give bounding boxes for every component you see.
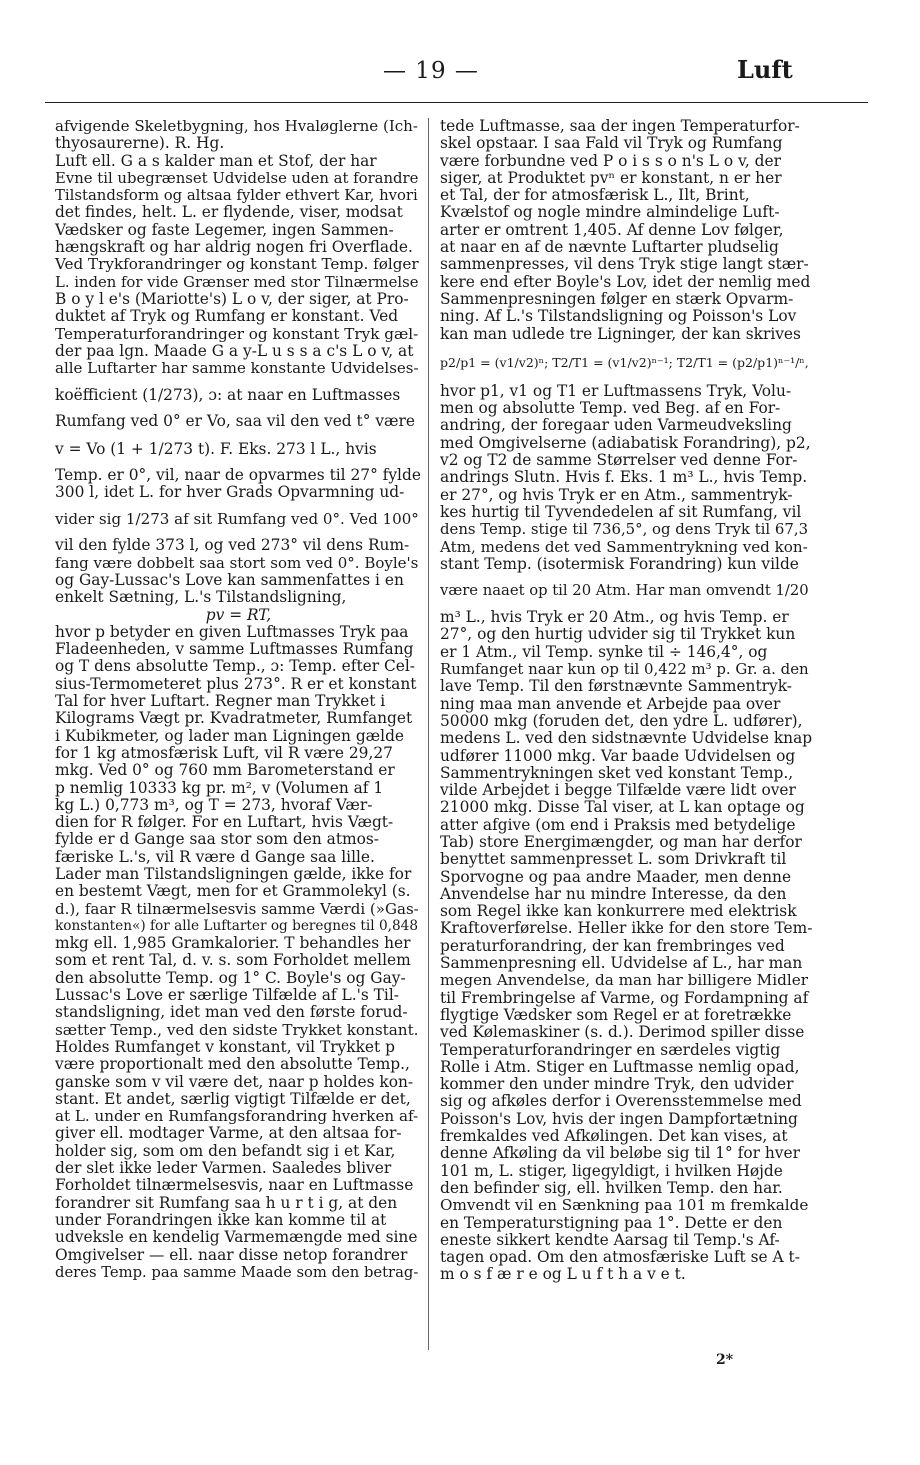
text-line: vilde Arbejdet i begge Tilfælde være lidt over <box>440 781 796 800</box>
text-line: og T dens absolutte Temp., ɔ: Temp. efter Cel- <box>55 657 415 676</box>
text-line: andrings Slutn. Hvis f. Eks. 1 m³ L., hvis Temp. <box>440 468 808 487</box>
text-line: som Regel ikke kan konkurrere med elektrisk <box>440 902 797 921</box>
text-line: stant Temp. (isotermisk Forandring) kun vilde <box>440 554 799 573</box>
text-line: en bestemt Vægt, men for et Grammolekyl (s. <box>55 882 411 901</box>
text-line: Kraftoverførelse. Heller ikke for den store Tem- <box>440 919 813 938</box>
text-line: dens Temp. stige til 736,5°, og dens Tryk til 67,3 <box>440 520 809 539</box>
text-line: siger, at Produktet pvⁿ er konstant, n er her <box>440 168 782 187</box>
text-line: eneste sikkert kendte Aarsag til Temp.'s Af- <box>440 1230 780 1249</box>
text-line: vil den fylde 373 l, og ved 273° vil dens Rum- <box>55 536 410 555</box>
text-line: Sporvogne og paa andre Maader, men denne <box>440 867 792 886</box>
text-line: være proportionalt med den absolutte Temp., <box>55 1055 410 1074</box>
text-line: mkg ell. 1,985 Gramkalorier. T behandles her <box>55 934 411 953</box>
text-line: kg L.) 0,773 m³, og T = 273, hvoraf Vær- <box>55 795 373 814</box>
text-line: 101 m, L. stiger, ligegyldigt, i hvilken Højde <box>440 1161 783 1180</box>
text-line: fylde er d Gange saa stor som den atmos- <box>55 830 379 849</box>
text-line: benyttet sammenpresset L. som Drivkraft til <box>440 850 787 869</box>
text-line: et Tal, der for atmosfærisk L., Ilt, Brint, <box>440 186 750 205</box>
text-line: Ved Trykforandringer og konstant Temp. følger <box>55 255 419 274</box>
text-line: som et rent Tal, d. v. s. som Forholdet mellem <box>55 951 411 970</box>
text-line: hvor p1, v1 og T1 er Luftmassens Tryk, Volu- <box>440 381 792 400</box>
text-line: standsligning, idet man ved den første forud- <box>55 1003 408 1022</box>
text-line: m o s f æ r e og L u f t h a v e t. <box>440 1265 686 1284</box>
text-line: denne Afkøling da vil beløbe sig til 1° for hver <box>440 1144 800 1163</box>
text-line: udfører 11000 mkg. Var baade Udvidelsen og <box>440 746 796 765</box>
text-line: kan man udlede tre Ligninger, der kan skrives <box>440 324 801 343</box>
text-line: sammenpresses, vil dens Tryk stige langt stær- <box>440 255 809 274</box>
text-line: stant. Et andet, særlig vigtigt Tilfælde er det, <box>55 1089 411 1108</box>
text-line: ved Kølemaskiner (s. d.). Derimod spiller disse <box>440 1023 805 1042</box>
text-line: færiske L.'s, vil R være d Gange saa lille. <box>55 847 375 866</box>
text-line: thyosaurerne). R. Hg. <box>55 134 225 153</box>
right-column <box>440 118 812 1284</box>
text-line: sig og afkøles derfor i Overensstemmelse med <box>440 1092 802 1111</box>
text-line: det findes, helt. L. er flydende, viser, modsat <box>55 203 403 222</box>
text-line: at naar en af de nævnte Luftarter pludselig <box>440 238 779 257</box>
text-line: forandrer sit Rumfang saa h u r t i g, at den <box>55 1193 398 1212</box>
text-line: d.), faar R tilnærmelsesvis samme Værdi (»Gas- <box>55 899 419 918</box>
text-line: med Omgivelserne (adiabatisk Forandring), p2, <box>440 433 811 452</box>
text-line: der paa lgn. Maade G a y-L u s s a c's L o v, at <box>55 341 414 360</box>
text-line: ganske som v vil være det, naar p holdes kon- <box>55 1072 414 1091</box>
text-line: er 27°, og hvis Tryk er en Atm., sammentryk- <box>440 485 793 504</box>
text-line: arter er omtrent 1,405. Af denne Lov følger, <box>440 220 784 239</box>
text-line: Evne til ubegrænset Udvidelse uden at forandre <box>55 169 419 187</box>
text-line: holder sig, som om den befandt sig i et Kar, <box>55 1141 396 1160</box>
text-line: koëfficient (1/273), ɔ: at naar en Luftmasses <box>55 386 401 405</box>
text-line: for 1 kg atmosfærisk Luft, vil R være 29,27 <box>55 743 393 762</box>
text-line: der slet ikke leder Varmen. Saaledes bliver <box>55 1159 392 1178</box>
text-line: Tal for hver Luftart. Regner man Trykket i <box>55 692 386 711</box>
text-line: pv = RT, <box>205 605 272 624</box>
text-line: deres Temp. paa samme Maade som den betrag- <box>55 1263 419 1281</box>
text-line: kere end efter Boyle's Lov, idet der nemlig med <box>440 272 811 291</box>
page-number: — 19 — <box>383 58 479 84</box>
text-line: flygtige Vædsker som Regel er at foretrække <box>440 1005 792 1024</box>
text-line: Temp. er 0°, vil, naar de opvarmes til 27° fylde <box>55 465 421 484</box>
text-line: 21000 mkg. Disse Tal viser, at L kan optage og <box>440 798 805 817</box>
text-line: under Forandringen ikke kan komme til at <box>55 1210 387 1229</box>
text-line: 27°, og den hurtig udvider sig til Trykket kun <box>440 625 796 644</box>
text-line: ning. Af L.'s Tilstandsligning og Poisson's Lov <box>440 307 797 326</box>
text-line: den befinder sig, ell. hvilken Temp. den har. <box>440 1178 783 1197</box>
text-line: Tilstandsform og altsaa fylder ethvert Kar, hvori <box>55 187 418 205</box>
running-head-word: Luft <box>737 55 793 84</box>
text-line: Omvendt vil en Sænkning paa 101 m fremkalde <box>440 1196 809 1215</box>
text-line: Sammenpresning ell. Udvidelse af L., har man <box>440 954 803 973</box>
text-line: Kvælstof og nogle mindre almindelige Luft- <box>440 203 780 222</box>
text-line: 50000 mkg (foruden det, den ydre L. udfører), <box>440 711 803 730</box>
text-line: Forholdet tilnærmelsesvis, naar en Luftmasse <box>55 1176 414 1195</box>
text-line: Temperaturforandringer en særdeles vigtig <box>440 1040 781 1059</box>
header-rule <box>45 102 868 103</box>
text-line: Holdes Rumfanget v konstant, vil Trykket p <box>55 1037 395 1056</box>
text-line: atter afgive (om end i Praksis med betydelige <box>440 815 796 834</box>
text-line: m³ L., hvis Tryk er 20 Atm., og hvis Temp. er <box>440 608 789 627</box>
text-line: fremkaldes ved Afkølingen. Det kan vises, at <box>440 1127 788 1146</box>
text-line: Rumfanget naar kun op til 0,422 m³ p. Gr. a. den <box>440 660 809 679</box>
text-line: sius-Termometeret plus 273°. R er et konstant <box>55 674 417 693</box>
text-line: til Frembringelse af Varme, og Fordampning af <box>440 988 809 1007</box>
text-line: kommer den under mindre Tryk, den udvider <box>440 1075 794 1094</box>
text-line: Atm, medens det ved Sammentrykning ved kon- <box>440 537 808 556</box>
column-divider <box>428 118 429 1350</box>
text-line: Lader man Tilstandsligningen gælde, ikke for <box>55 864 412 883</box>
signature-mark: 2* <box>716 1352 734 1368</box>
text-line: Anvendelse har nu mindre Interesse, da den <box>440 884 787 903</box>
text-line: en Temperaturstigning paa 1°. Dette er den <box>440 1213 783 1232</box>
text-line: Sammenpresningen følger en stærk Opvarm- <box>440 289 794 308</box>
text-line: Kilograms Vægt pr. Kvadratmeter, Rumfanget <box>55 709 413 728</box>
text-line: være naaet op til 20 Atm. Har man omvendt 1/20 <box>440 582 809 600</box>
text-line: Rumfang ved 0° er Vo, saa vil den ved t° være <box>55 412 415 431</box>
text-line: Fladeenheden, v samme Luftmasses Rumfang <box>55 640 414 659</box>
text-line: Luft ell. G a s kalder man et Stof, der har <box>55 151 377 170</box>
text-line: konstanten«) for alle Luftarter og beregnes til 0,848 <box>55 917 419 934</box>
text-line: Tab) store Energimængder, og man har derfor <box>440 832 802 851</box>
text-line: Lussac's Love er særlige Tilfælde af L.'s Til- <box>55 986 399 1005</box>
text-line: Poisson's Lov, hvis der ingen Dampfortætning <box>440 1109 798 1128</box>
text-line: enkelt Sætning, L.'s Tilstandsligning, <box>55 588 347 607</box>
text-line: udveksle en kendelig Varmemængde med sine <box>55 1228 418 1247</box>
text-line: andring, der foregaar uden Varmeudveksling <box>440 416 792 435</box>
text-line: p nemlig 10333 kg pr. m², v (Volumen af 1 <box>55 778 384 797</box>
text-line: mkg. Ved 0° og 760 mm Barometerstand er <box>55 761 395 780</box>
text-line: skel opstaar. I saa Fald vil Tryk og Rumfang <box>440 134 783 153</box>
text-line: i Kubikmeter, og lader man Ligningen gælde <box>55 726 405 745</box>
text-line: Vædsker og faste Legemer, ingen Sammen- <box>55 220 394 239</box>
text-line: lave Temp. Til den førstnævnte Sammentryk- <box>440 677 792 696</box>
text-line: tede Luftmasse, saa der ingen Temperaturfor- <box>440 117 800 135</box>
text-line: v2 og T2 de samme Størrelser ved denne For- <box>440 451 798 470</box>
text-line: hængskraft og har aldrig nogen fri Overflade. <box>55 238 413 257</box>
text-line: Rolle i Atm. Stiger en Luftmasse nemlig opad, <box>440 1057 800 1076</box>
text-line: duktet af Tryk og Rumfang er konstant. Ved <box>55 307 399 326</box>
text-line: megen Anvendelse, da man har billigere Midler <box>440 971 808 990</box>
text-line: ning maa man anvende et Arbejde paa over <box>440 694 781 713</box>
text-line: kes hurtig til Tyvendedelen af sit Rumfang, vil <box>440 502 802 521</box>
text-line: og Gay-Lussac's Love kan sammenfattes i en <box>55 570 404 589</box>
text-line: er 1 Atm., vil Temp. synke til ÷ 146,4°, og <box>440 642 768 661</box>
text-line: fang være dobbelt saa stort som ved 0°. Boyle's <box>55 553 419 572</box>
text-line: dien for R følger. For en Luftart, hvis Vægt- <box>55 813 394 832</box>
text-line: den absolutte Temp. og 1° C. Boyle's og Gay- <box>55 968 406 987</box>
text-line: Temperaturforandringer og konstant Tryk gæl- <box>55 324 419 343</box>
text-line: hvor p betyder en given Luftmasses Tryk paa <box>55 622 409 641</box>
text-line: vider sig 1/273 af sit Rumfang ved 0°. Ved 100° <box>55 510 419 529</box>
text-line: peraturforandring, der kan frembringes ved <box>440 936 785 955</box>
text-line: være forbundne ved P o i s s o n's L o v, der <box>440 151 781 170</box>
text-line: alle Luftarter har samme konstante Udvidelses- <box>55 359 419 378</box>
text-line: L. inden for vide Grænser med stor Tilnærmelse <box>55 273 419 291</box>
text-line: men og absolutte Temp. ved Beg. af en For- <box>440 399 781 418</box>
text-line: at L. under en Rumfangsforandring hverken af- <box>55 1107 419 1126</box>
text-line: v = Vo (1 + 1/273 t). F. Eks. 273 l L., hvis <box>55 439 377 458</box>
text-line: B o y l e's (Mariotte's) L o v, der siger, at Pro- <box>55 289 409 308</box>
text-line: Sammentrykningen sket ved konstant Temp., <box>440 763 794 782</box>
text-line: Omgivelser — ell. naar disse netop forandrer <box>55 1245 408 1264</box>
text-line: 300 l, idet L. for hver Grads Opvarmning ud- <box>55 483 405 502</box>
text-line: giver ell. modtager Varme, at den altsaa for- <box>55 1124 402 1143</box>
text-line: tagen opad. Om den atmosfæriske Luft se A t- <box>440 1248 800 1267</box>
left-column <box>55 118 422 1281</box>
text-line: sætter Temp., ved den sidste Trykket konstant. <box>55 1020 419 1039</box>
text-line: afvigende Skeletbygning, hos Hvaløglerne (Ich- <box>55 117 418 135</box>
text-line: p2/p1 = (v1/v2)ⁿ; T2/T1 = (v1/v2)ⁿ⁻¹; T2/T1 = (p2/p1)ⁿ⁻¹/ⁿ, <box>440 354 809 370</box>
text-line: medens L. ved den sidstnævnte Udvidelse knap <box>440 729 813 748</box>
